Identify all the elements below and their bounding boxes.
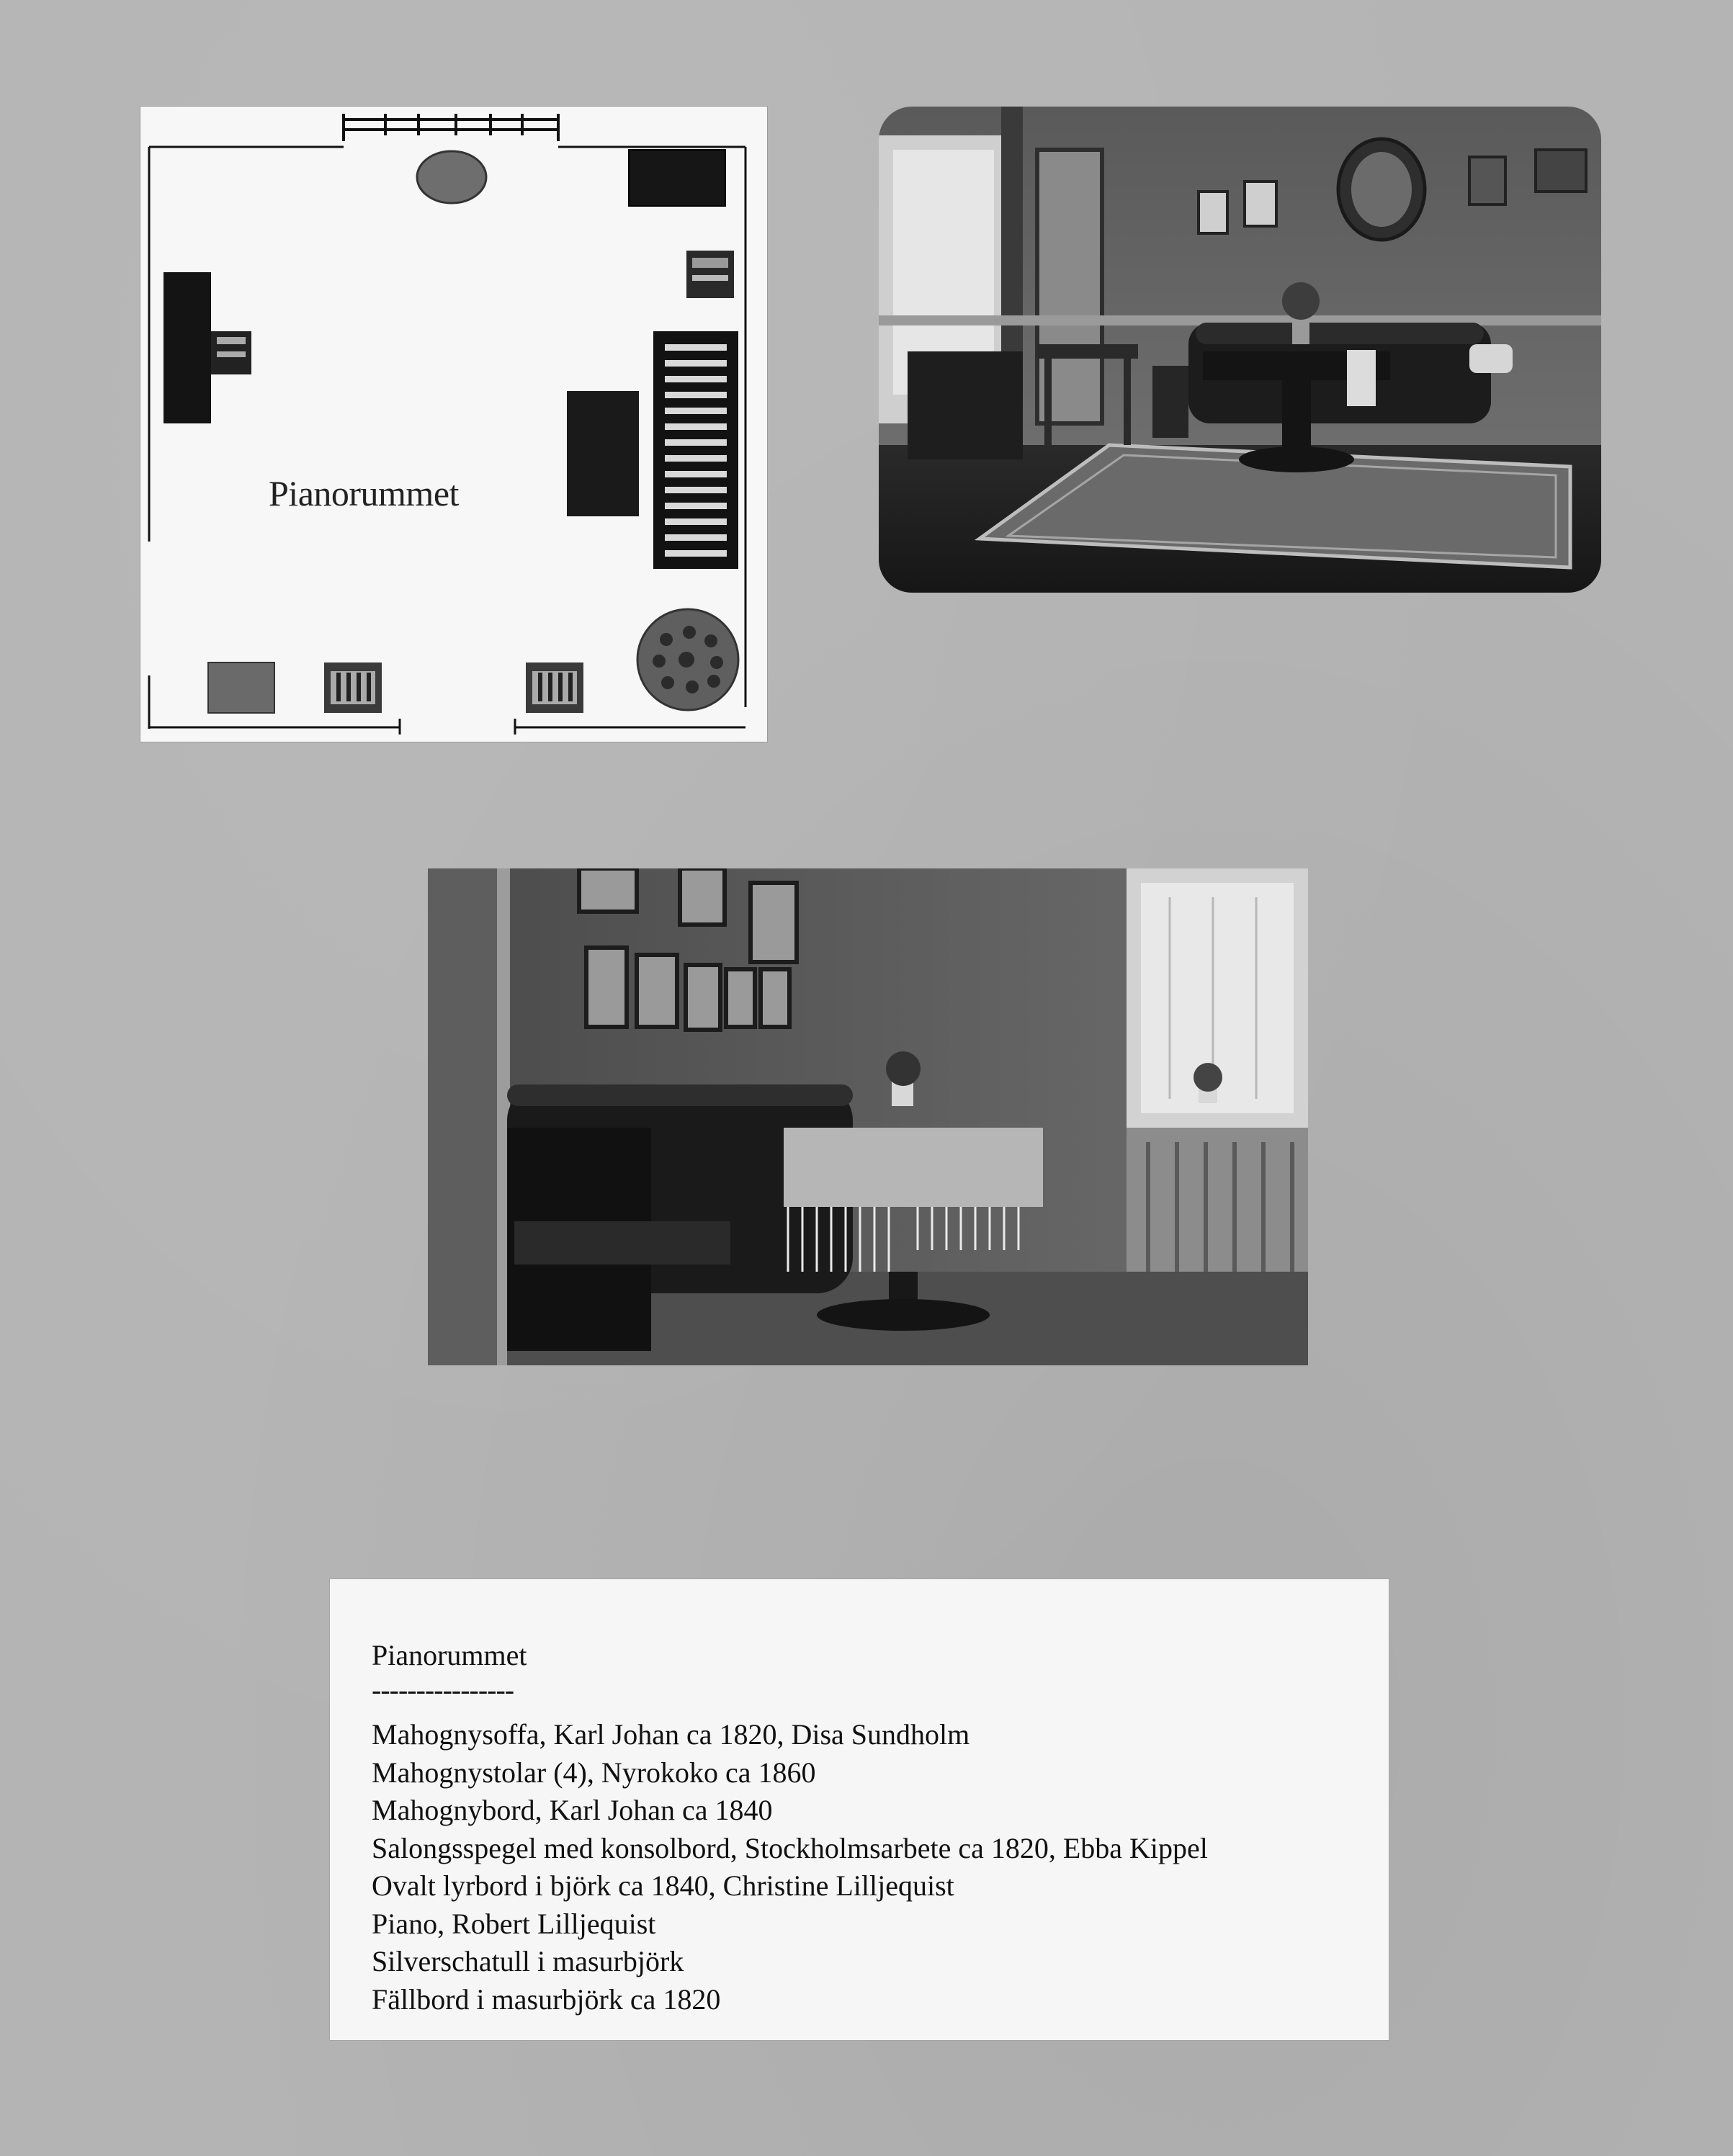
furniture-list [372, 1716, 1208, 2018]
window-top [344, 114, 558, 141]
list-item: Mahognybord, Karl Johan ca 1840 [372, 1794, 773, 1826]
caption-card [330, 1579, 1389, 2040]
floor-plan-label: Pianorummet [269, 473, 459, 513]
photo-piano-room-overview [879, 107, 1601, 593]
table-icon [567, 391, 639, 516]
photo-sofa-corner [428, 868, 1308, 1365]
list-item: Mahognystolar (4), Nyrokoko ca 1860 [372, 1756, 816, 1789]
chair-icon [686, 251, 734, 298]
list-item: Mahognysoffa, Karl Johan ca 1820, Disa Sundholm [372, 1718, 970, 1751]
list-item: Silverschatull i masurbjörk [372, 1945, 684, 1977]
caption-divider: ---------------- [372, 1674, 514, 1706]
piano-icon [629, 150, 725, 206]
bottom-chair-left-icon [324, 662, 382, 713]
list-item: Fällbord i masurbjörk ca 1820 [372, 1982, 721, 2016]
list-item: Ovalt lyrbord i björk ca 1840, Christine Lilljequist [372, 1869, 954, 1902]
bottom-chair-right-icon [526, 662, 583, 713]
floor-plan-drawing [140, 107, 767, 742]
sofa-icon [653, 331, 738, 569]
round-rug-icon [637, 609, 738, 710]
list-item: Piano, Robert Lilljequist [372, 1907, 656, 1940]
cabinet-icon [164, 272, 211, 423]
oval-table-icon [417, 151, 486, 203]
caption-title: Pianorummet [372, 1639, 527, 1671]
floor-plan-card [140, 107, 767, 742]
bottom-cabinet-icon [208, 662, 274, 713]
list-item: Salongsspegel med konsolbord, Stockholmsarbete ca 1820, Ebba Kippel [372, 1831, 1208, 1864]
